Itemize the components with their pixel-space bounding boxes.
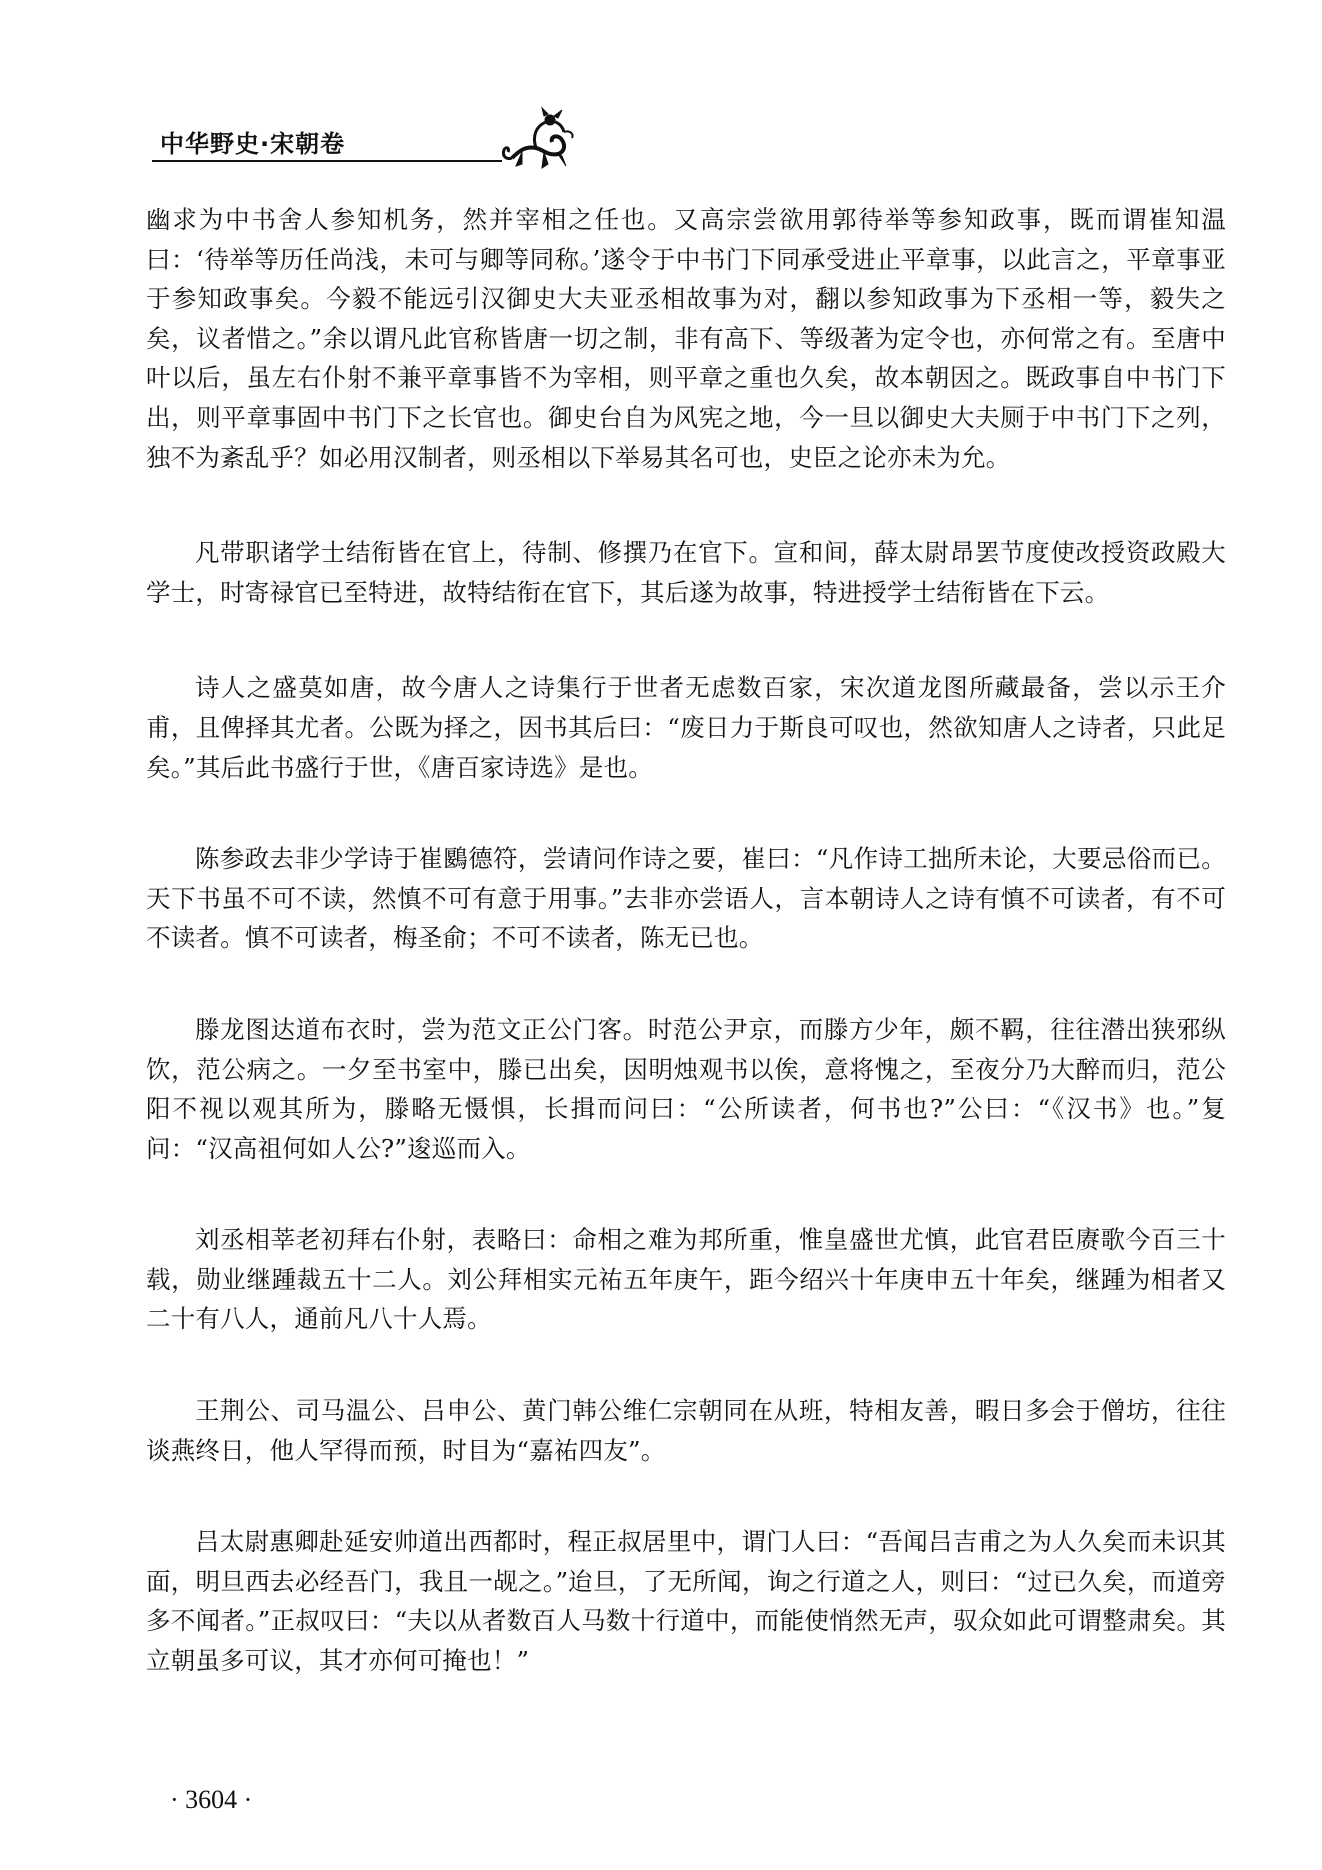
paragraph-5: 滕龙图达道布衣时，尝为范文正公门客。时范公尹京，而滕方少年，颇不羁，往往潜出狭邪纵饮，范公病之。一夕至书室中，滕已出矣，因明烛观书以俟，意将愧之，至夜分乃大醉而归，范公阳不视以观其所为，滕略无慑惧，长揖而问曰：“公所读者，何书也?”公曰：“《汉书》也。”复问：“汉高祖何如人公?”逡巡而入。 bbox=[146, 1014, 1226, 1163]
paragraph-8: 吕太尉惠卿赴延安帅道出西都时，程正叔居里中，谓门人曰：“吾闻吕吉甫之为人久矣而未识其面，明旦西去必经吾门，我且一觇之。”迨旦，了无所闻，询之行道之人，则曰：“过已久矣，而道旁多不闻者。”正叔叹曰：“夫以从者数百人马数十行道中，而能使悄然无声，驭众如此可谓整肃矣。其立朝虽多可议，其才亦何可掩也！” bbox=[146, 1527, 1226, 1676]
dragon-icon bbox=[492, 106, 582, 176]
paragraph-3: 诗人之盛莫如唐，故今唐人之诗集行于世者无虑数百家，宋次道龙图所藏最备，尝以示王介甫，且俾择其尤者。公既为择之，因书其后曰：“废日力于斯良可叹也，然欲知唐人之诗者，只此足矣。”其后此书盛行于世，《唐百家诗选》是也。 bbox=[146, 673, 1226, 782]
paragraph-4: 陈参政去非少学诗于崔鶠德符，尝请问作诗之要，崔曰：“凡作诗工拙所未论，大要忌俗而已。天下书虽不可不读，然慎不可有意于用事。”去非亦尝语人，言本朝诗人之诗有慎不可读者，有不可不读者。慎不可读者，梅圣俞；不可不读者，陈无已也。 bbox=[146, 844, 1226, 953]
header-rule bbox=[152, 160, 502, 162]
running-header bbox=[152, 106, 1227, 172]
paragraph-6: 刘丞相莘老初拜右仆射，表略曰：命相之难为邦所重，惟皇盛世尤慎，此官君臣赓歌今百三十载，勋业继踵裁五十二人。刘公拜相实元祐五年庚午，距今绍兴十年庚申五十年矣，继踵为相者又二十有八人，通前凡八十人焉。 bbox=[146, 1225, 1226, 1334]
article-body bbox=[146, 200, 1226, 1681]
book-title: 中华野史·宋朝卷 bbox=[160, 130, 346, 158]
paragraph-7: 王荆公、司马温公、吕申公、黄门韩公维仁宗朝同在从班，特相友善，暇日多会于僧坊，往往谈燕终日，他人罕得而预，时目为“嘉祐四友”。 bbox=[146, 1396, 1226, 1465]
page-number: · 3604 · bbox=[170, 1785, 253, 1814]
paragraph-1: 幽求为中书舍人参知机务，然并宰相之任也。又高宗尝欲用郭待举等参知政事，既而谓崔知温曰：‘待举等历任尚浅，未可与卿等同称。’遂令于中书门下同承受进止平章事，以此言之，平章事亚于参知政事矣。今毅不能远引汉御史大夫亚丞相故事为对，翻以参知政事为下丞相一等，毅失之矣，议者惜之。”余以谓凡此官称皆唐一切之制，非有高下、等级著为定令也，亦何常之有。至唐中叶以后，虽左右仆射不兼平章事皆不为宰相，则平章之重也久矣，故本朝因之。既政事自中书门下出，则平章事固中书门下之长官也。御史台自为风宪之地，今一旦以御史大夫厕于中书门下之列，独不为紊乱乎？如必用汉制者，则丞相以下举易其名可也，史臣之论亦未为允。 bbox=[146, 205, 1226, 472]
paragraph-2: 凡带职诸学士结衔皆在官上，待制、修撰乃在官下。宣和间，薛太尉昂罢节度使改授资政殿大学士，时寄禄官已至特进，故特结衔在官下，其后遂为故事，特进授学士结衔皆在下云。 bbox=[146, 538, 1226, 607]
